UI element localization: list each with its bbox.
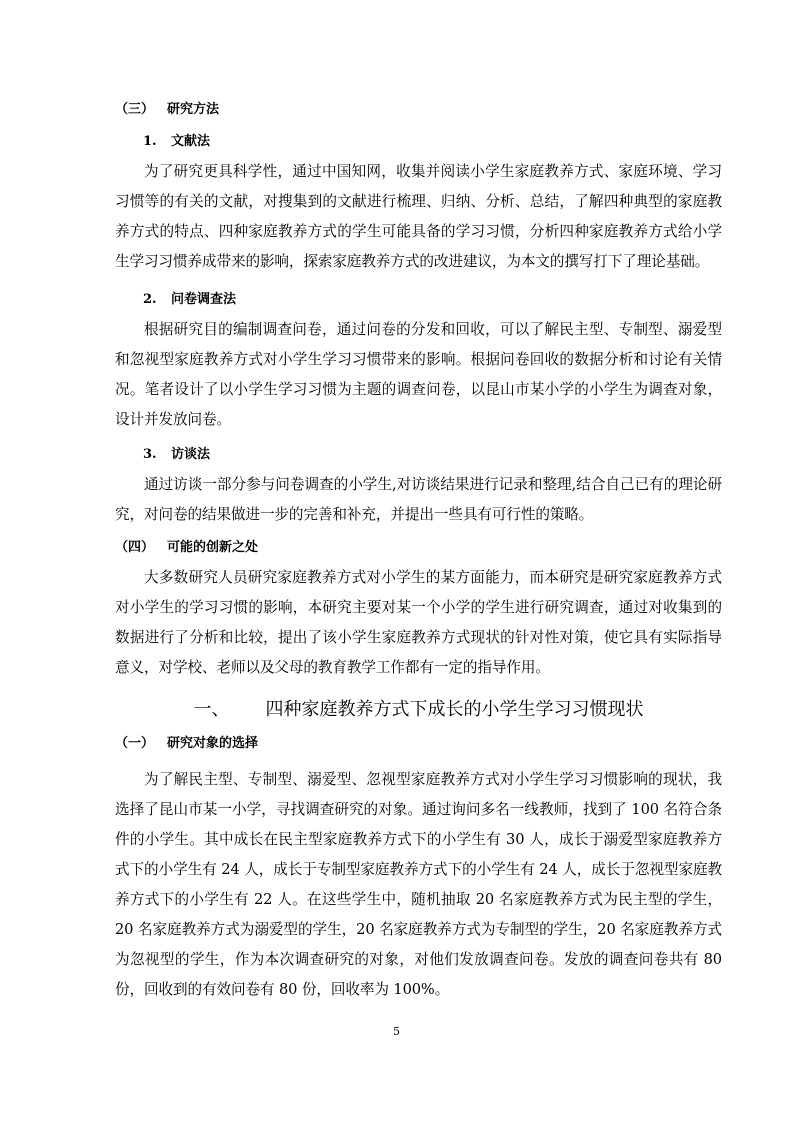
method-title: 问卷调查法 xyxy=(171,292,237,307)
paragraph-innovation: 大多数研究人员研究家庭教养方式对小学生的某方面能力，而本研究是研究家庭教养方式对小学生的学习习惯的影响，本研究主要对某一个小学的学生进行研究调查，通过对收集到的数据进行了分析和比较，提出了该小学生家庭教养方式现状的针对性对策，使它具有实际指导意义，对学校、老师以及父母的教育教学工作都有一定的指导作用。 xyxy=(115,569,722,676)
method-title: 文献法 xyxy=(171,134,211,149)
chapter-heading xyxy=(115,697,722,723)
chapter-number: 一、 xyxy=(193,699,230,720)
subsection-title: 研究对象的选择 xyxy=(167,736,259,751)
method-heading-interview xyxy=(115,446,750,464)
method-number: 1. xyxy=(143,134,157,149)
paragraph-questionnaire-method: 根据研究目的编制调查问卷，通过问卷的分发和回收，可以了解民主型、专制型、溺爱型和忽视型家庭教养方式对小学生学习习惯带来的影响。根据问卷回收的数据分析和讨论有关情况。笔者设计了以小学生学习习惯为主题的调查问卷，以昆山市某小学的小学生为调查对象，设计并发放问卷。 xyxy=(115,321,722,428)
method-heading-questionnaire xyxy=(115,291,750,309)
page-number: 5 xyxy=(393,1025,400,1038)
paragraph-research-subjects: 为了解民主型、专制型、溺爱型、忽视型家庭教养方式对小学生学习习惯影响的现状，我选择了昆山市某一小学，寻找调查研究的对象。通过询问多名一线教师，找到了 100 名符合条件的小学生。其中成长在民主型家庭教养方式下的小学生有 30 人，成长于溺爱型家庭教养方式下的小学生有 24 人，成长于专制型家庭教养方式下的小学生有 24 人，成长于忽视型家庭教养方式下的小学生有 22 人。在这些学生中，随机抽取 20 名家庭教养方式为民主型的学生，20 名家庭教养方式为溺爱型的学生，20 名家庭教养方式为专制型的学生，20 名家庭教养方式为忽视型的学生，作为本次调查研究的对象，对他们发放调查问卷。发放的调查问卷共有 80 份，回收到的有效问卷有 80 份，回收率为 100%。 xyxy=(115,771,722,998)
section-number: （三） xyxy=(115,102,155,117)
section-number: （四） xyxy=(115,540,155,555)
section-heading-research-methods xyxy=(115,101,722,119)
paragraph-literature-method: 为了研究更具科学性，通过中国知网，收集并阅读小学生家庭教养方式、家庭环境、学习习惯等的有关的文献，对搜集到的文献进行梳理、归纳、分析、总结，了解四种典型的家庭教养方式的特点、四种家庭教养方式的学生可能具备的学习习惯，分析四种家庭教养方式给小学生学习习惯养成带来的影响，探索家庭教养方式的改进建议，为本文的撰写打下了理论基础。 xyxy=(115,163,722,270)
method-heading-literature xyxy=(115,133,750,151)
subsection-number: （一） xyxy=(115,736,155,751)
paragraph-interview-method: 通过访谈一部分参与问卷调查的小学生,对访谈结果进行记录和整理,结合自己已有的理论研究，对问卷的结果做进一步的完善和补充，并提出一些具有可行性的策略。 xyxy=(115,476,722,523)
subsection-heading-research-subjects xyxy=(115,735,722,753)
method-number: 3. xyxy=(143,447,157,462)
section-title: 可能的创新之处 xyxy=(167,540,259,555)
method-number: 2. xyxy=(143,292,157,307)
section-title: 研究方法 xyxy=(167,102,220,117)
method-title: 访谈法 xyxy=(171,447,211,462)
section-heading-innovation xyxy=(115,539,722,557)
chapter-title: 四种家庭教养方式下成长的小学生学习习惯现状 xyxy=(265,699,644,720)
